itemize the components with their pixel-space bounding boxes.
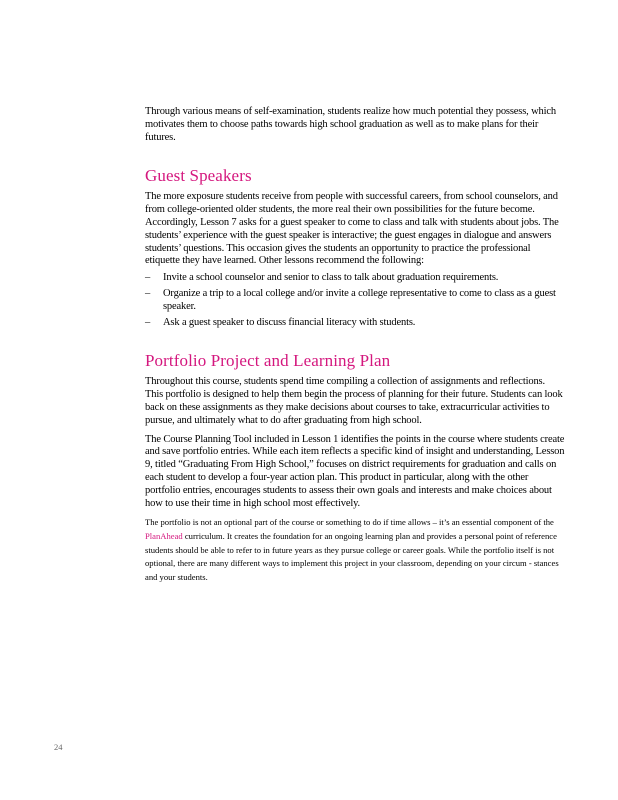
dash-bullet: – — [145, 287, 151, 299]
guest-speakers-heading: Guest Speakers — [145, 166, 252, 186]
dash-bullet: – — [145, 316, 151, 328]
list-item-text: Invite a school counselor and senior to class to talk about graduation requirements. — [163, 272, 499, 284]
note-text-end: curriculum. It creates the foundation for an ongoing learning plan and provides a personal point of reference students should be able to refer to in future years as they pursue college or career goals. While the portfolio itself is not optional, there are many different ways to implement this project in your classroom, depending on your circum - stances and your students. — [145, 530, 559, 582]
guest-speakers-list — [145, 272, 565, 329]
planahead-brand: PlanAhead — [145, 530, 183, 541]
list-item-text: Ask a guest speaker to discuss financial literacy with students. — [163, 316, 416, 328]
portfolio-paragraph-1: Throughout this course, students spend time compiling a collection of assignments and reflections. This portfolio is designed to help them begin the process of planning for their future. Students can look back on these assignments as they make decisions about courses to take, extracurricular activities to pursue, and ultimately what to do after graduating from high school. — [145, 376, 563, 426]
list-item — [145, 288, 565, 314]
note-text-start: The portfolio is not an optional part of the course or something to do if time allows – it’s an essential component of the — [145, 517, 554, 528]
list-item — [145, 317, 565, 330]
portfolio-heading: Portfolio Project and Learning Plan — [145, 351, 391, 371]
intro-paragraph: Through various means of self-examination, students realize how much potential they possess, which motivates them to choose paths towards high school graduation as well as to make plans for their futures. — [145, 106, 557, 143]
list-item-text: Organize a trip to a local college and/or invite a college representative to come to class as a guest speaker. — [163, 287, 556, 312]
page-number: 24 — [54, 742, 63, 752]
dash-bullet: – — [145, 272, 151, 284]
guest-speakers-paragraph: The more exposure students receive from people with successful careers, from school counselors, and from college-oriented older students, the more real their own possibilities for the future become. Accordingly, Lesson 7 asks for a guest speaker to come to class and talk with students about jobs. The students’ experience with the guest speaker is interactive; the guest engages in dialogue and answers students’ questions. This occasion gives the students an opportunity to practice the professional etiquette they have learned. Other lessons recommend the following: — [145, 191, 559, 267]
page-content — [145, 106, 565, 584]
portfolio-paragraph-2: The Course Planning Tool included in Lesson 1 identifies the points in the course where students create and save portfolio entries. While each item reflects a specific kind of insight and understanding, Lesson 9, titled “Graduating From High School,” focuses on district requirements for graduation and calls on each student to develop a four-year action plan. This product in particular, along with the other portfolio entries, encourages students to assess their own goals and interests and make choices about how to use their time in high school most effectively. — [145, 433, 565, 509]
portfolio-note — [145, 516, 565, 584]
list-item — [145, 272, 565, 285]
